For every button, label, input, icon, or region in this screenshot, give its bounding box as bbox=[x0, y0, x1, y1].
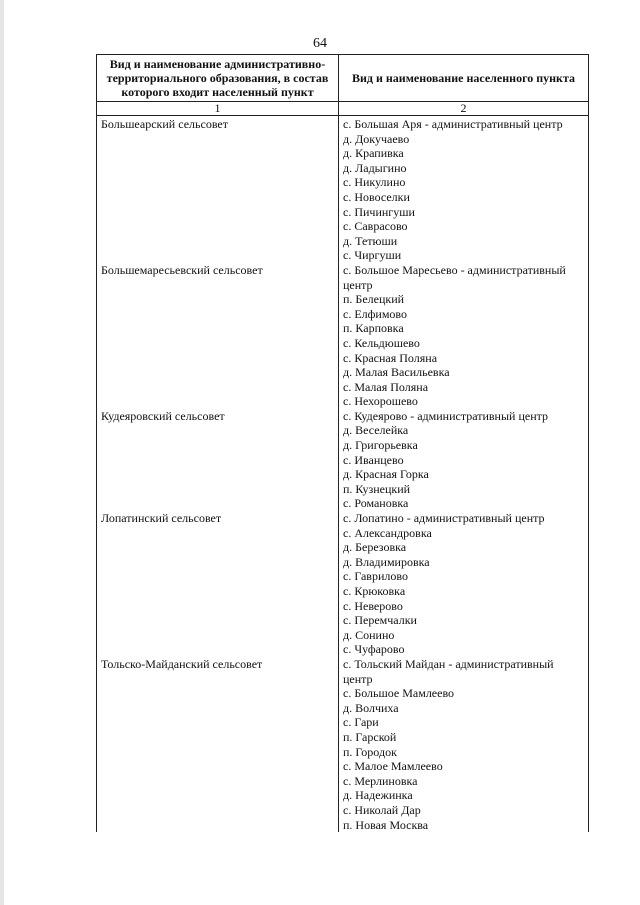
settlement-item: д. Тетюши bbox=[343, 233, 398, 248]
table-row bbox=[97, 409, 589, 511]
settlement-item: с. Крюковка bbox=[343, 584, 406, 598]
settlement-item: с. Кельдюшево bbox=[343, 335, 420, 350]
settlement-item: д. Докучаево bbox=[343, 131, 410, 146]
settlement-item: с. Большое Маресьево - административный центр bbox=[343, 262, 566, 292]
settlement-item: д. Владимировка bbox=[343, 554, 430, 569]
settlement-item: д. Красная Горка bbox=[343, 467, 429, 482]
settlement-item: д. Надежинка bbox=[343, 788, 413, 803]
settlement-item: с. Тольский Майдан - административный центр bbox=[343, 656, 554, 686]
settlement-item: с. Гаврилово bbox=[343, 569, 408, 584]
settlement-list bbox=[339, 409, 589, 511]
table-header-row bbox=[97, 55, 589, 102]
settlement-item: с. Гари bbox=[343, 715, 379, 730]
settlement-item: с. Красная Поляна bbox=[343, 350, 438, 365]
settlement-item: п. Городок bbox=[343, 744, 397, 759]
settlement-item: д. Григорьевка bbox=[343, 438, 418, 453]
settlement-item: п. Новая Москва bbox=[343, 817, 429, 832]
district-name: Большемаресьевский сельсовет bbox=[97, 263, 339, 409]
settlement-item: д. Ладыгино bbox=[343, 160, 407, 175]
header-col-settlement: Вид и наименование населенного пункта bbox=[339, 55, 589, 102]
table-row bbox=[97, 657, 589, 832]
column-number-row bbox=[97, 102, 589, 116]
settlement-list bbox=[339, 511, 589, 657]
settlement-item: с. Большая Аря - административный центр bbox=[343, 117, 563, 131]
table-body bbox=[97, 116, 589, 833]
settlement-item: с. Саврасово bbox=[343, 219, 408, 234]
settlement-item: с. Малая Поляна bbox=[343, 379, 429, 394]
column-number-1: 1 bbox=[97, 102, 339, 116]
settlement-item: п. Белецкий bbox=[343, 292, 405, 307]
settlement-item: д. Волчиха bbox=[343, 700, 399, 715]
settlement-item: д. Веселейка bbox=[343, 423, 409, 438]
settlement-list bbox=[339, 263, 589, 409]
district-name: Большеарский сельсовет bbox=[97, 116, 339, 263]
scan-edge bbox=[0, 0, 4, 905]
settlement-item: с. Иванцево bbox=[343, 452, 404, 467]
settlement-item: с. Малое Мамлеево bbox=[343, 759, 443, 774]
settlement-item: с. Лопатино - административный центр bbox=[343, 511, 545, 526]
settlement-item: с. Чуфарово bbox=[343, 642, 405, 657]
district-name: Тольско-Майданский сельсовет bbox=[97, 657, 339, 832]
settlement-item: д. Березовка bbox=[343, 540, 407, 555]
settlements-table bbox=[96, 54, 589, 832]
settlement-item: с. Мерлиновка bbox=[343, 773, 418, 788]
settlement-item: с. Александровка bbox=[343, 525, 432, 540]
settlement-item: с. Большое Мамлеево bbox=[343, 686, 455, 701]
settlement-item: с. Нехорошево bbox=[343, 394, 418, 409]
settlement-item: с. Чиргуши bbox=[343, 248, 402, 263]
settlement-item: с. Неверово bbox=[343, 598, 403, 613]
settlement-list bbox=[339, 116, 589, 263]
settlement-item: с. Пичингуши bbox=[343, 204, 415, 219]
settlement-item: д. Крапивка bbox=[343, 146, 404, 161]
header-col-district: Вид и наименование административно-территориального образования, в состав которого входит населенный пункт bbox=[97, 55, 339, 102]
table-row bbox=[97, 116, 589, 263]
settlement-item: д. Малая Васильевка bbox=[343, 365, 450, 380]
settlement-item: п. Кузнецкий bbox=[343, 481, 411, 496]
settlement-item: д. Сонино bbox=[343, 627, 395, 642]
settlement-item: с. Перемчалки bbox=[343, 613, 417, 628]
table-row bbox=[97, 263, 589, 409]
settlement-item: п. Гарской bbox=[343, 729, 397, 744]
settlement-item: п. Карповка bbox=[343, 321, 404, 336]
table-row bbox=[97, 511, 589, 657]
settlement-item: с. Никулино bbox=[343, 175, 406, 190]
settlement-item: с. Елфимово bbox=[343, 306, 408, 321]
settlement-item: с. Романовка bbox=[343, 496, 409, 511]
settlement-list bbox=[339, 657, 589, 832]
district-name: Лопатинский сельсовет bbox=[97, 511, 339, 657]
settlement-item: с. Кудеярово - административный центр bbox=[343, 408, 549, 423]
settlement-item: с. Николай Дар bbox=[343, 802, 421, 817]
district-name: Кудеяровский сельсовет bbox=[97, 409, 339, 511]
settlement-item: с. Новоселки bbox=[343, 189, 410, 204]
column-number-2: 2 bbox=[339, 102, 589, 116]
page-number: 64 bbox=[313, 36, 327, 51]
